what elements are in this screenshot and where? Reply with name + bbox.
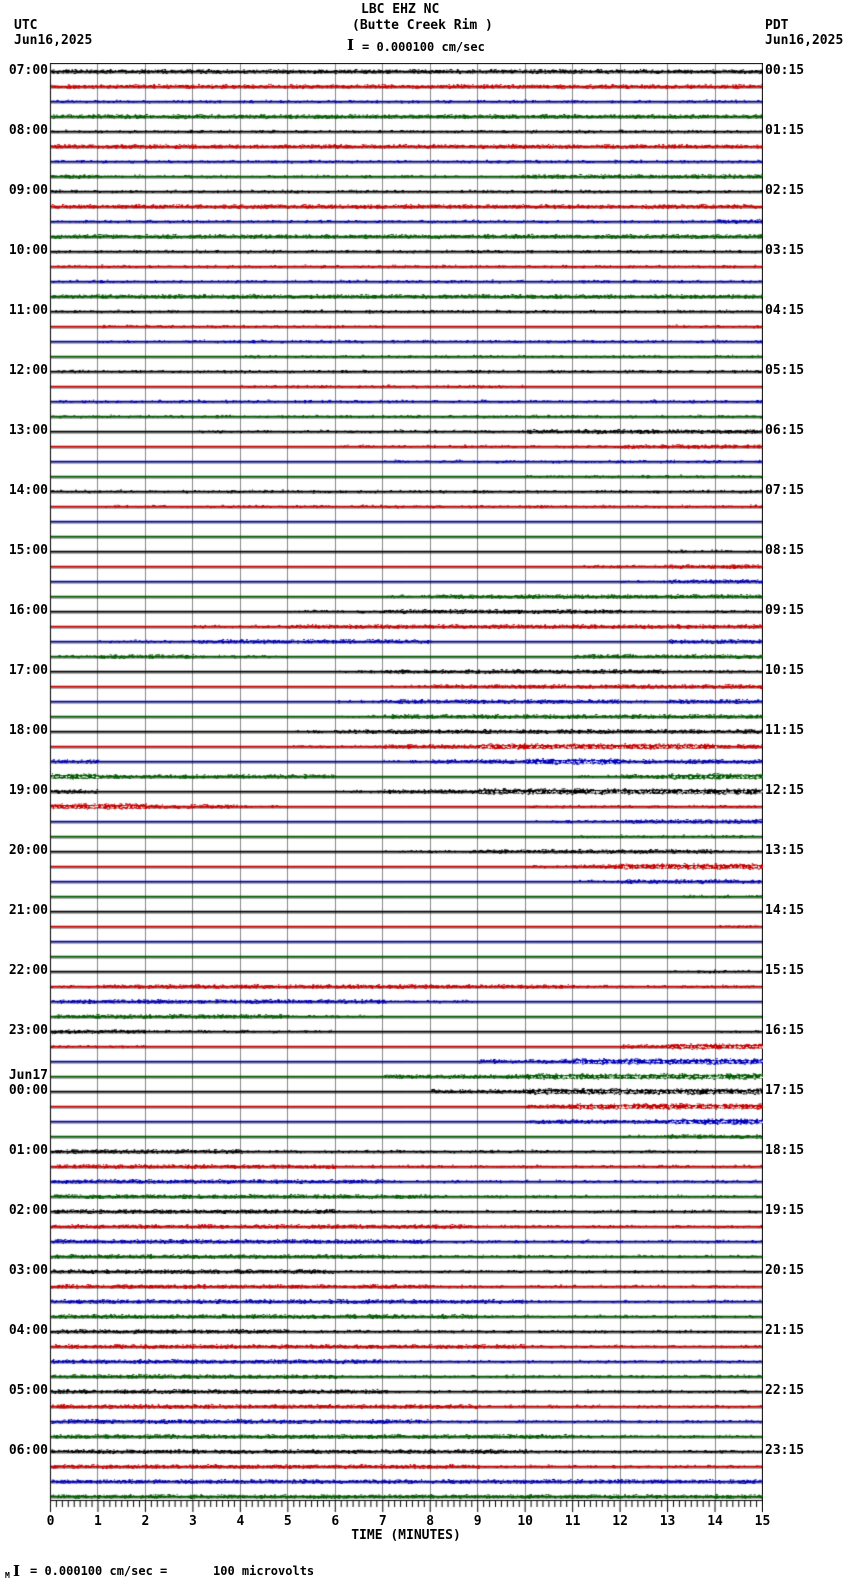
right-timezone-label: PDT — [765, 18, 789, 33]
pdt-hour-label: 12:15 — [765, 783, 805, 798]
pdt-hour-label: 03:15 — [765, 243, 805, 258]
utc-hour-label: 18:00 — [8, 723, 48, 738]
utc-hour-label: 04:00 — [8, 1323, 48, 1338]
pdt-hour-label: 02:15 — [765, 183, 805, 198]
utc-hour-label: 16:00 — [8, 603, 48, 618]
utc-hour-label: 19:00 — [8, 783, 48, 798]
x-axis-tick-label: 10 — [517, 1514, 533, 1529]
pdt-hour-label: 08:15 — [765, 543, 805, 558]
x-axis-tick-label: 13 — [659, 1514, 676, 1529]
x-axis-tick-label: 7 — [378, 1514, 387, 1529]
seismogram-canvas — [49, 63, 763, 1513]
pdt-hour-label: 18:15 — [765, 1143, 805, 1158]
x-axis-tick-label: 6 — [331, 1514, 340, 1529]
x-axis-tick-label: 1 — [94, 1514, 102, 1529]
pdt-hour-label: 16:15 — [765, 1023, 805, 1038]
pdt-hour-label: 01:15 — [765, 123, 805, 138]
pdt-hour-label: 13:15 — [765, 843, 805, 858]
header-scale-text: = 0.000100 cm/sec — [362, 40, 485, 54]
utc-hour-label: 11:00 — [8, 303, 48, 318]
utc-hour-label: 20:00 — [8, 843, 48, 858]
pdt-hour-label: 22:15 — [765, 1383, 805, 1398]
utc-hour-label: 06:00 — [8, 1443, 48, 1458]
day-break-label: Jun17 — [8, 1068, 48, 1083]
utc-hour-label: 08:00 — [8, 123, 48, 138]
station-subtitle: (Butte Creek Rim ) — [352, 18, 493, 33]
utc-hour-label: 07:00 — [8, 63, 48, 78]
pdt-hour-label: 21:15 — [765, 1323, 805, 1338]
pdt-hour-label: 07:15 — [765, 483, 805, 498]
utc-hour-label: 00:00 — [8, 1083, 48, 1098]
utc-hour-label: 13:00 — [8, 423, 48, 438]
utc-hour-label: 15:00 — [8, 543, 48, 558]
pdt-hour-label: 15:15 — [765, 963, 805, 978]
x-axis-tick-label: 5 — [283, 1514, 292, 1529]
x-axis-tick-label: 14 — [707, 1514, 723, 1529]
pdt-hour-label: 10:15 — [765, 663, 805, 678]
footer-scale-value: 100 microvolts — [213, 1564, 315, 1578]
pdt-hour-label: 14:15 — [765, 903, 805, 918]
x-axis-tick-label: 15 — [754, 1514, 771, 1529]
x-axis-tick-label: 2 — [141, 1514, 150, 1529]
x-axis-tick-label: 11 — [564, 1514, 581, 1529]
pdt-hour-label: 09:15 — [765, 603, 805, 618]
x-axis-tick-label: 9 — [473, 1514, 482, 1529]
utc-hour-label: 14:00 — [8, 483, 48, 498]
footer-scale-bar-icon: I — [13, 1562, 21, 1580]
station-title: LBC EHZ NC — [361, 2, 440, 17]
footer-scale-equation: = 0.000100 cm/sec = — [30, 1564, 168, 1578]
x-axis-tick-label: 8 — [426, 1514, 435, 1529]
pdt-hour-label: 05:15 — [765, 363, 805, 378]
x-axis-tick-label: 3 — [188, 1514, 197, 1529]
pdt-hour-label: 17:15 — [765, 1083, 805, 1098]
utc-hour-label: 03:00 — [8, 1263, 48, 1278]
pdt-hour-label: 00:15 — [765, 63, 805, 78]
utc-hour-label: 23:00 — [8, 1023, 48, 1038]
right-date-label: Jun16,2025 — [765, 33, 844, 48]
footer-prefix: M — [5, 1571, 10, 1580]
utc-hour-label: 02:00 — [8, 1203, 48, 1218]
x-axis-tick-label: 0 — [46, 1514, 55, 1529]
utc-hour-label: 10:00 — [8, 243, 48, 258]
utc-hour-label: 05:00 — [8, 1383, 48, 1398]
pdt-hour-label: 19:15 — [765, 1203, 805, 1218]
left-timezone-label: UTC — [14, 18, 38, 33]
left-date-label: Jun16,2025 — [14, 33, 93, 48]
utc-hour-label: 01:00 — [8, 1143, 48, 1158]
utc-hour-label: 17:00 — [8, 663, 48, 678]
utc-hour-label: 21:00 — [8, 903, 48, 918]
x-axis-tick-label: 4 — [236, 1514, 245, 1529]
pdt-hour-label: 11:15 — [765, 723, 805, 738]
utc-hour-label: 09:00 — [8, 183, 48, 198]
pdt-hour-label: 04:15 — [765, 303, 805, 318]
pdt-hour-label: 20:15 — [765, 1263, 805, 1278]
utc-hour-label: 12:00 — [8, 363, 48, 378]
utc-hour-label: 22:00 — [8, 963, 48, 978]
pdt-hour-label: 23:15 — [765, 1443, 805, 1458]
scale-bar-icon: I — [347, 36, 355, 54]
x-axis-title: TIME (MINUTES) — [351, 1528, 461, 1543]
x-axis-tick-label: 12 — [612, 1514, 628, 1529]
pdt-hour-label: 06:15 — [765, 423, 805, 438]
